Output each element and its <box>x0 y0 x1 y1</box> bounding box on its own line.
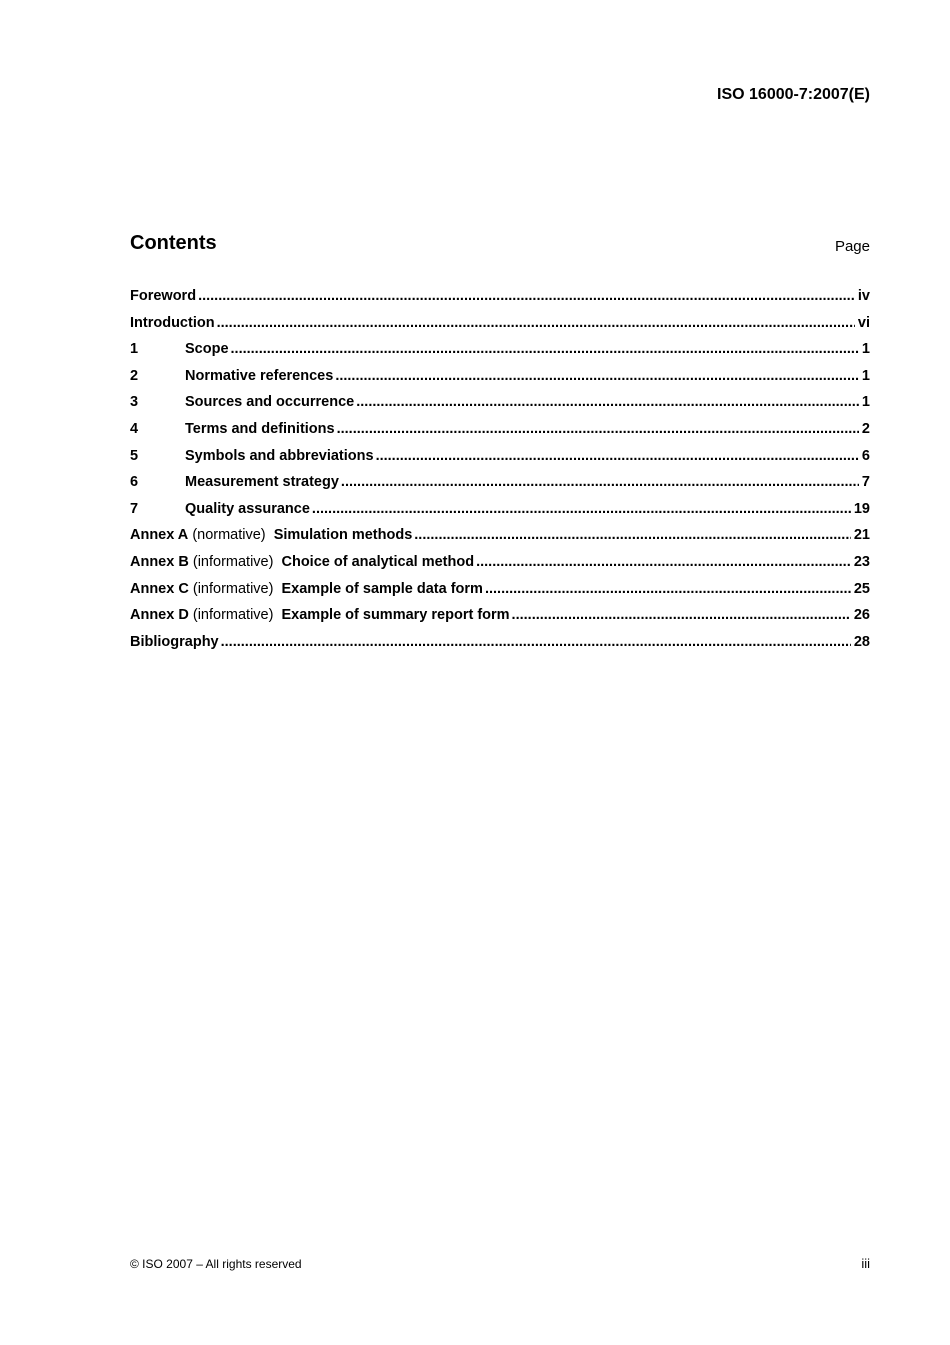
toc-annex-heading <box>130 607 510 623</box>
toc-entry-label: Sources and occurrence <box>185 394 355 411</box>
toc-entry-symbols-and-abbreviations[interactable] <box>130 448 870 475</box>
annex-title: Simulation methods <box>273 527 413 544</box>
page-number: iii <box>861 1256 870 1271</box>
toc-entry-number: 7 <box>130 500 139 517</box>
toc-entry-quality-assurance[interactable] <box>130 501 870 528</box>
annex-title: Example of summary report form <box>281 607 510 624</box>
toc-entry-page: 19 <box>853 500 870 517</box>
toc-entry-number: 6 <box>130 474 139 491</box>
toc-entry-annex-b[interactable] <box>130 554 870 581</box>
dot-leader <box>312 501 851 517</box>
toc-annex-heading <box>130 581 483 597</box>
toc-entry-page: 21 <box>853 527 870 544</box>
toc-entry-measurement-strategy[interactable] <box>130 474 870 501</box>
toc-entry-annex-c[interactable] <box>130 581 870 608</box>
dot-leader <box>485 581 851 597</box>
copyright-notice: © ISO 2007 – All rights reserved <box>130 1257 302 1271</box>
toc-entry-label: Quality assurance <box>185 500 310 517</box>
dot-leader <box>221 634 851 650</box>
toc-entry-sources-and-occurrence[interactable] <box>130 394 870 421</box>
toc-annex-heading <box>130 554 474 570</box>
toc-entry-number: 1 <box>130 341 139 358</box>
toc-entry-label: Symbols and abbreviations <box>185 447 374 464</box>
toc-entry-terms-and-definitions[interactable] <box>130 421 870 448</box>
page-title: Contents <box>130 232 217 254</box>
toc-annex-heading <box>130 527 412 543</box>
dot-leader <box>512 607 851 623</box>
toc-entry-page: 6 <box>861 447 870 464</box>
toc-entry-page: 23 <box>853 553 870 570</box>
annex-title: Choice of analytical method <box>281 553 475 570</box>
toc-entry-annex-d[interactable] <box>130 607 870 634</box>
dot-leader <box>198 288 855 304</box>
toc-entry-label: Bibliography <box>130 633 219 650</box>
annex-type: (informative) <box>192 580 274 597</box>
toc-entry-number: 4 <box>130 420 139 437</box>
toc-entry-label: Introduction <box>130 314 215 331</box>
toc-entry-page: 2 <box>861 420 870 437</box>
toc-entry-normative-references[interactable] <box>130 368 870 395</box>
annex-letter: Annex D <box>130 607 189 624</box>
toc-entry-page: 1 <box>861 394 870 411</box>
annex-title: Example of sample data form <box>281 580 483 597</box>
toc-entry-page: 1 <box>861 341 870 358</box>
toc-entry-page: 26 <box>853 607 870 624</box>
dot-leader <box>231 341 859 357</box>
annex-type: (informative) <box>192 607 274 624</box>
toc-entry-scope[interactable] <box>130 341 870 368</box>
annex-letter: Annex A <box>130 527 189 544</box>
toc-entry-introduction[interactable] <box>130 315 870 342</box>
toc-entry-label: Normative references <box>185 367 334 384</box>
toc-entry-foreword[interactable] <box>130 288 870 315</box>
toc-entry-label: Terms and definitions <box>185 420 335 437</box>
annex-letter: Annex B <box>130 553 189 570</box>
dot-leader <box>476 554 851 570</box>
toc-entry-label: Foreword <box>130 288 197 304</box>
annex-type: (normative) <box>192 527 266 544</box>
toc-entry-page: iv <box>857 288 870 304</box>
annex-type: (informative) <box>192 553 274 570</box>
dot-leader <box>341 474 859 490</box>
toc-entry-page: 7 <box>861 474 870 491</box>
toc-entry-page: vi <box>857 314 870 331</box>
dot-leader <box>337 421 859 437</box>
toc-entry-page: 28 <box>853 633 870 650</box>
table-of-contents <box>130 288 870 660</box>
dot-leader <box>356 394 859 410</box>
dot-leader <box>335 368 859 384</box>
toc-entry-label: Measurement strategy <box>185 474 339 491</box>
toc-entry-number: 5 <box>130 447 139 464</box>
annex-letter: Annex C <box>130 580 189 597</box>
toc-entry-annex-a[interactable] <box>130 527 870 554</box>
toc-entry-page: 1 <box>861 367 870 384</box>
toc-entry-label: Scope <box>185 341 229 358</box>
page-column-label: Page <box>834 238 870 255</box>
document-id: ISO 16000-7:2007(E) <box>717 86 870 103</box>
dot-leader <box>217 315 855 331</box>
dot-leader <box>414 527 851 543</box>
dot-leader <box>376 448 859 464</box>
toc-entry-bibliography[interactable] <box>130 634 870 661</box>
toc-entry-number: 3 <box>130 394 139 411</box>
toc-entry-number: 2 <box>130 367 139 384</box>
toc-entry-page: 25 <box>853 580 870 597</box>
